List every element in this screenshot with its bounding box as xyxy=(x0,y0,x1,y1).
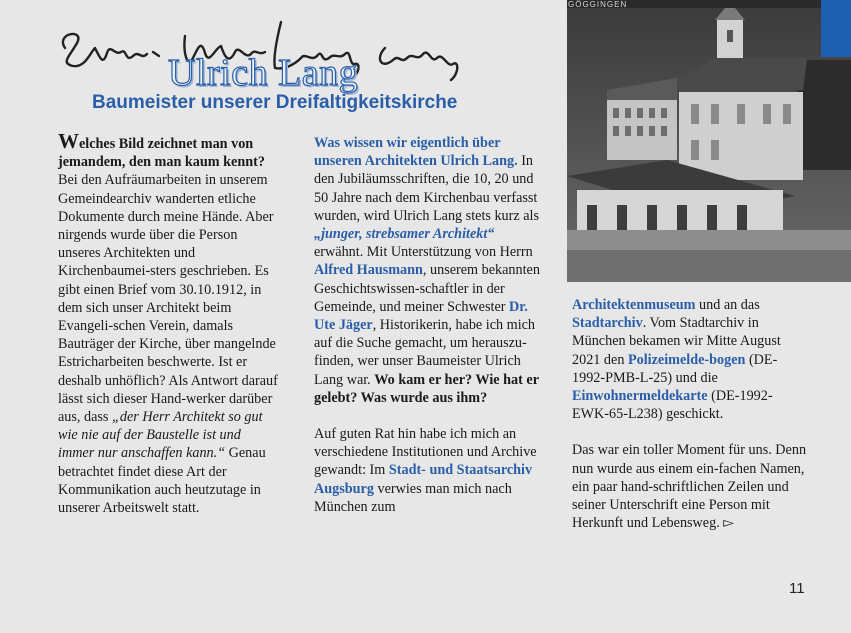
person-name: Alfred Hausmann xyxy=(314,262,423,279)
body-text: Auf guten Rat hin habe ich mich an verschiedene Institutionen und Archive gewandt: Im xyxy=(314,426,537,479)
paragraph xyxy=(572,296,808,423)
institution-name: Stadtarchiv xyxy=(572,315,643,332)
body-text: , unserem bekannten Geschichtswissen-schaftler in der Gemeinde, und meiner Schwester xyxy=(314,262,540,315)
body-text: , Historikerin, habe ich mich auf die Suche gemacht, um herauszu-finden, wer unser Baumeister Ulrich Lang war. xyxy=(314,317,536,388)
body-text: erwähnt. Mit Unterstützung von Herrn xyxy=(314,244,533,261)
body-text: In den Jubiläumsschriften, die 10, 20 und 50 Jahre nach dem Kirchenbau verfasst wurden, wird Ulrich Lang stets kurz als xyxy=(314,153,539,224)
paragraph xyxy=(314,425,540,516)
page-number: 11 xyxy=(789,580,805,597)
page-tab-marker xyxy=(821,0,851,57)
quote-text: „junger, strebsamer Architekt“ xyxy=(314,226,495,243)
article-title: Ulrich Lang xyxy=(168,52,359,94)
paragraph xyxy=(314,134,540,407)
article-column-1 xyxy=(58,129,280,517)
person-name: Dr. Ute Jäger xyxy=(314,298,528,334)
institution-name: Stadt- und Staatsarchiv Augsburg xyxy=(314,462,533,497)
body-text: (DE-1992-EWK-65-L238) geschickt. xyxy=(572,388,773,423)
church-photo xyxy=(567,0,851,282)
body-text: Das war ein toller Moment für uns. Denn nun wurde aus einem ein-fachen Namen, ein paar hand-schriftlichen Zeilen und seiner Unterschrift eine Person mit Herkunft und Lebensweg. xyxy=(572,442,807,532)
body-text: Bei den Aufräumarbeiten in unserem Gemeindearchiv wanderten etliche Dokumente durch meine Hände. Aber nirgends wurde über die Person unseres Architekten und Kirchenbaumei-sters geschrieben. Es gibt einen Brief vom 30.10.1912, in dem sich unser Architekt beim Evangeli-schen Verein, damals Bauträger der Kirche, über mangelnde Estricharbeiten beschwerte. Ist er deshalb unhöflich? Als Antwort darauf lässt sich dieser Hand-werker darüber aus, dass xyxy=(58,172,278,426)
body-text: Genau betrachtet findet diese Art der Kommunikation auch heutzutage in unserer Arbeitswelt statt. xyxy=(58,445,266,517)
drop-cap: W xyxy=(58,129,79,153)
document-name: Polizeimelde-bogen xyxy=(627,351,746,368)
body-text: verwies man mich nach München zum xyxy=(314,480,512,515)
body-text: und an das xyxy=(695,297,760,313)
photo-caption-label: GÖGGINGEN xyxy=(568,0,628,9)
document-name: Einwohnermeldekarte xyxy=(572,388,708,405)
lead-question: elches Bild zeichnet man von jemandem, den man kaum kennt? xyxy=(58,136,265,171)
article-subtitle: Baumeister unserer Dreifaltigkeitskirche xyxy=(92,92,458,113)
paragraph xyxy=(58,129,280,517)
article-column-2 xyxy=(314,134,540,516)
institution-name: Architektenmuseum xyxy=(572,297,696,313)
body-text: (DE-1992-PMB-L-25) und die xyxy=(572,351,778,386)
article-column-3 xyxy=(572,296,808,532)
paragraph xyxy=(572,441,808,532)
continue-arrow-icon: ▻ xyxy=(723,515,735,532)
body-text: . Vom Stadtarchiv in München bekamen wir Mitte August 2021 den xyxy=(572,315,781,368)
quote-text: „der Herr Architekt so gut wie nie auf der Baustelle ist und immer nur anschaffen kann.“ xyxy=(58,409,263,462)
question-text: Wo kam er her? Wie hat er gelebt? Was wurde aus ihm? xyxy=(314,371,539,406)
lead-question: Was wissen wir eigentlich über unseren Architekten Ulrich Lang. xyxy=(314,135,518,170)
